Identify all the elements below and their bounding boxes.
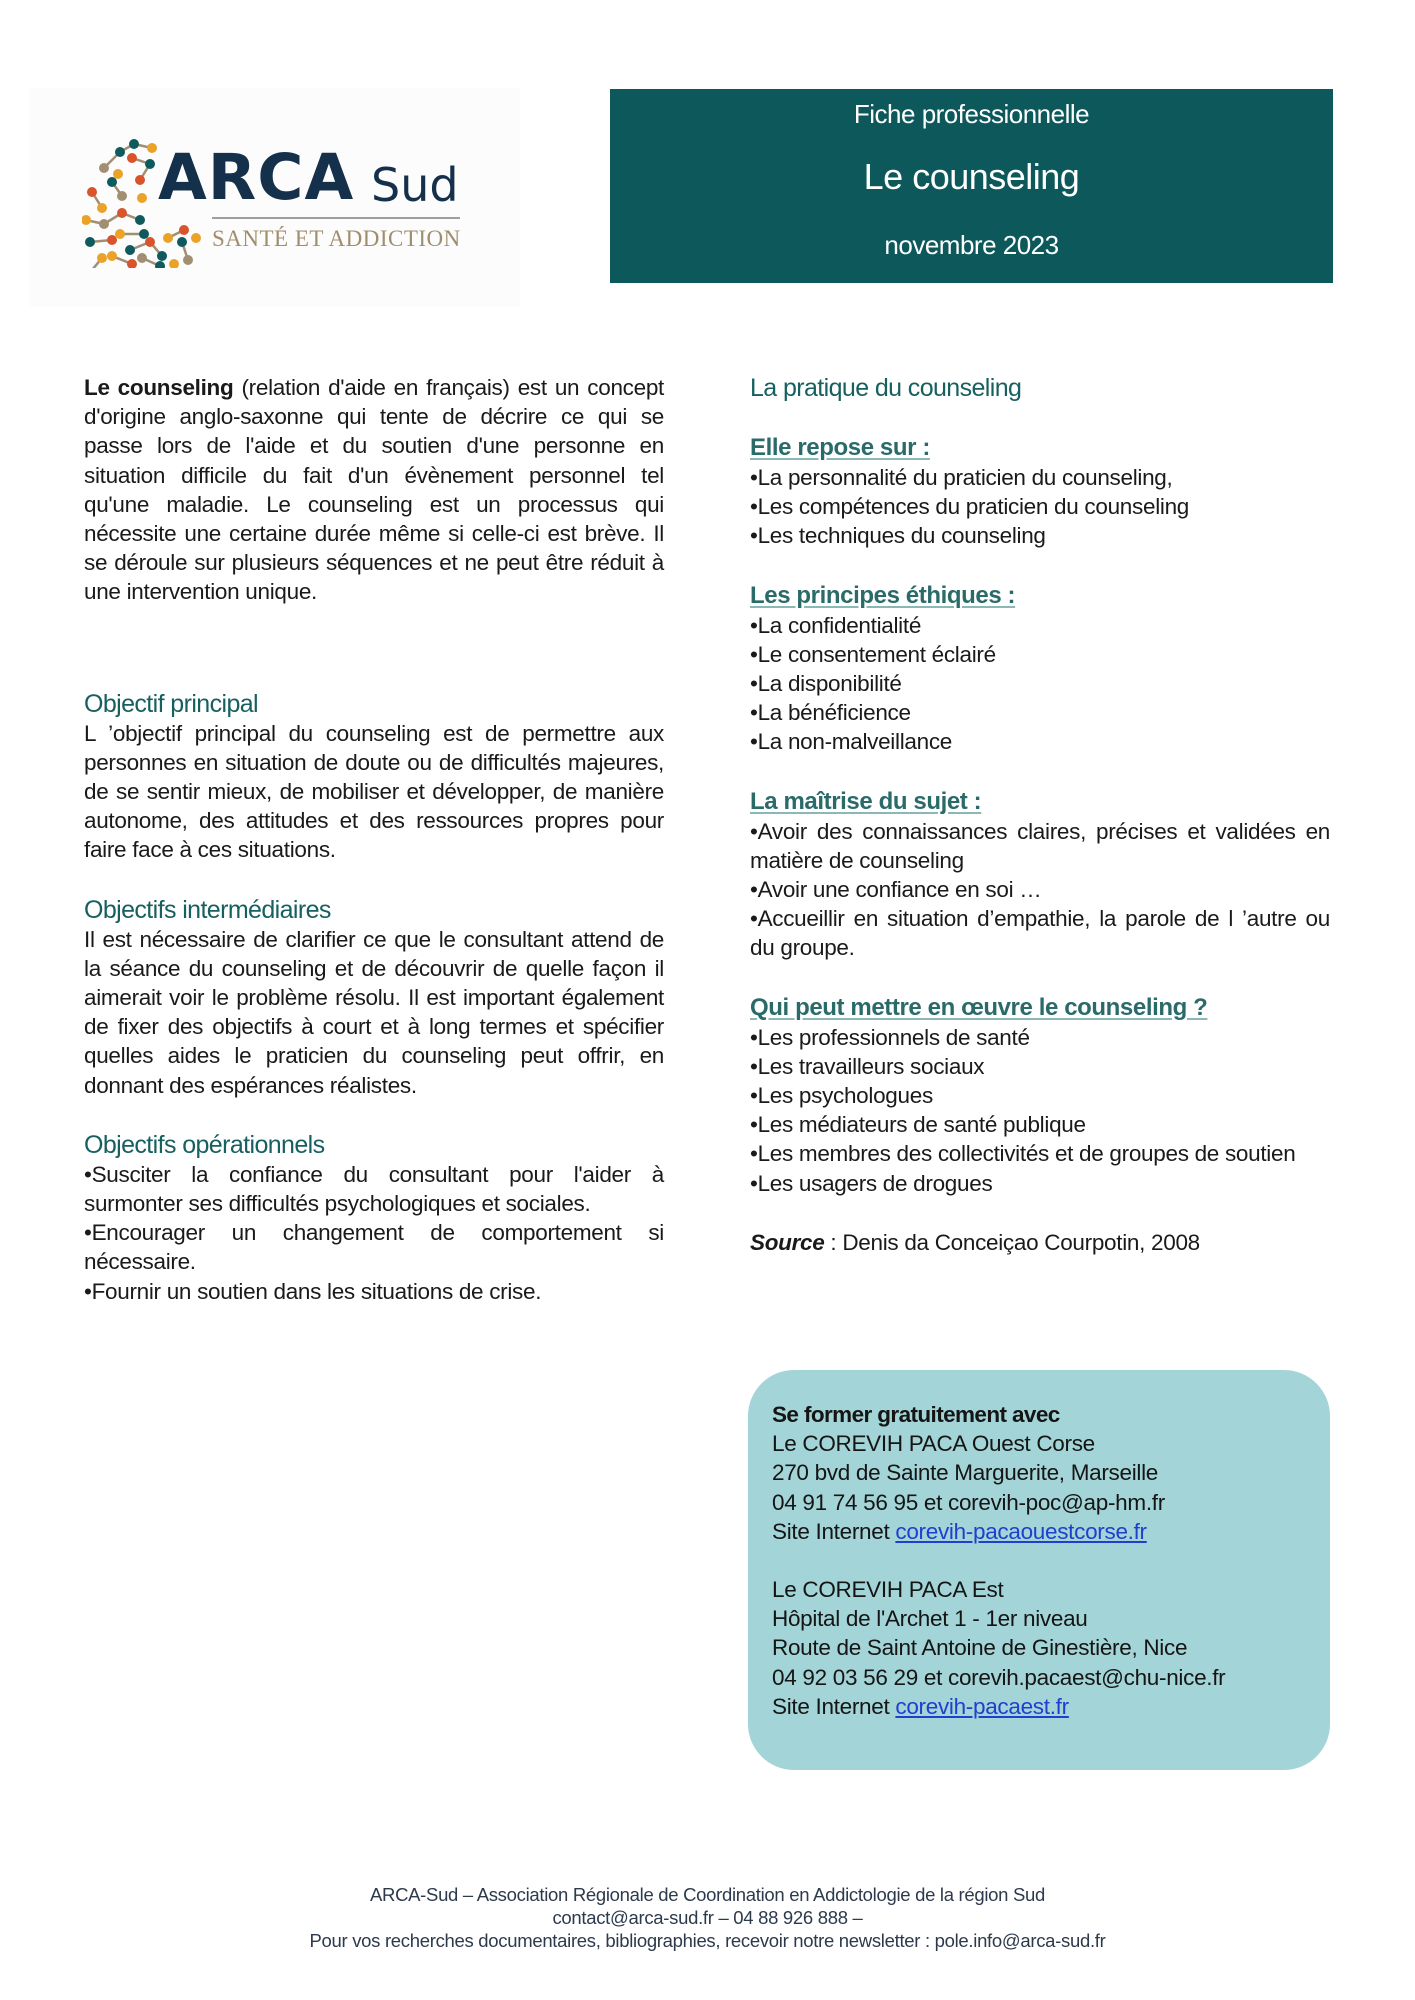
principes-ethiques-list	[750, 611, 1330, 757]
org-contact: 04 91 74 56 95 et corevih-poc@ap-hm.fr	[772, 1489, 1165, 1515]
list-item: • Les médiateurs de santé publique	[750, 1110, 1330, 1139]
training-info-box	[748, 1370, 1330, 1770]
website-link-pacaouestcorse[interactable]: corevih-pacaouestcorse.fr	[895, 1518, 1147, 1544]
objectif-principal-text: L ’objectif principal du counseling est de permettre aux personnes en situation de doute ou de difficultés majeures, de se sentir mieux, de mobiliser et développer, de manière autonome, des attitudes et des ressources propres pour faire face à ces situations.	[84, 720, 664, 863]
website-link-pacaest[interactable]: corevih-pacaest.fr	[895, 1693, 1069, 1719]
logo	[30, 88, 520, 306]
maitrise-du-sujet-list	[750, 817, 1330, 963]
site-label: Site Internet	[772, 1693, 896, 1719]
training-box-title: Se former gratuitement avec	[772, 1402, 1060, 1427]
footer-contact: contact@arca-sud.fr – 04 88 926 888 –	[552, 1907, 863, 1928]
logo-name-suffix: Sud	[371, 158, 459, 212]
heading-objectifs-intermediaires: Objectifs intermédiaires	[84, 895, 331, 924]
list-item: • Les travailleurs sociaux	[750, 1052, 1330, 1081]
list-item: • Fournir un soutien dans les situations de crise.	[84, 1277, 664, 1306]
site-label: Site Internet	[772, 1518, 896, 1544]
list-item: • La personnalité du praticien du counseling,	[750, 463, 1330, 492]
subheading-principes-ethiques: Les principes éthiques :	[750, 581, 1016, 609]
org-address: Route de Saint Antoine de Ginestière, Nice	[772, 1635, 1188, 1661]
intro-term: Le counseling	[84, 375, 234, 400]
list-item: • La confidentialité	[750, 611, 1330, 640]
subheading-qui-peut: Qui peut mettre en œuvre le counseling ?	[750, 993, 1208, 1021]
list-item: • Le consentement éclairé	[750, 640, 1330, 669]
heading-pratique: La pratique du counseling	[750, 374, 1022, 402]
source-citation	[750, 1228, 1330, 1257]
list-item: • Les usagers de drogues	[750, 1169, 1330, 1198]
list-item: • La bénéficience	[750, 698, 1330, 727]
publication-date: novembre 2023	[884, 230, 1059, 260]
right-column	[750, 373, 1330, 1257]
org-name: Le COREVIH PACA Ouest Corse	[772, 1431, 1095, 1457]
list-item: • Les techniques du counseling	[750, 521, 1330, 550]
title-banner	[610, 89, 1333, 283]
list-item: • Les professionnels de santé	[750, 1023, 1330, 1052]
org-address: 270 bvd de Sainte Marguerite, Marseille	[772, 1460, 1159, 1486]
footer-association: ARCA-Sud – Association Régionale de Coordination en Addictologie de la région Sud	[369, 1884, 1046, 1905]
intro-text: (relation d'aide en français) est un concept d'origine anglo-saxonne qui tente de décrire ce qui se passe lors de l'aide et du soutien d'une personne en situation difficile du fait d'un évènement personnel tel qu'une maladie. Le counseling est un processus qui nécessite une certaine durée même si celle-ci est brève. Il se déroule sur plusieurs séquences et ne peut être réduit à une intervention unique.	[84, 375, 665, 605]
page-title: Le counseling	[863, 156, 1080, 197]
footer-newsletter: Pour vos recherches documentaires, bibliographies, recevoir notre newsletter : pole.info@arca-sud.fr	[309, 1930, 1106, 1951]
logo-name: ARCA	[158, 141, 355, 214]
subheading-elle-repose-sur: Elle repose sur :	[750, 434, 930, 461]
intro-paragraph	[84, 373, 664, 607]
source-text: : Denis da Conceiçao Courpotin, 2008	[824, 1229, 1200, 1255]
objectifs-intermediaires-text: Il est nécessaire de clarifier ce que le consultant attend de la séance du counseling et de découvrir de quelle façon il aimerait voir le problème résolu. Il est important également de fixer des objectifs à court et à long termes et spécifier quelles aides le praticien du counseling peut offrir, en donnant des espérances réalistes.	[84, 926, 664, 1098]
source-label: Source	[750, 1229, 825, 1255]
list-item: • Susciter la confiance du consultant pour l'aider à surmonter ses difficultés psychologiques et sociales.	[84, 1160, 664, 1218]
logo-tagline: SANTÉ ET ADDICTION	[212, 226, 461, 251]
list-item: • La non-malveillance	[750, 727, 1330, 756]
list-item: • Les membres des collectivités et de groupes de soutien	[750, 1139, 1330, 1168]
org-address: Hôpital de l'Archet 1 - 1er niveau	[772, 1606, 1088, 1632]
list-item: • Les compétences du praticien du counseling	[750, 492, 1330, 521]
document-type: Fiche professionnelle	[853, 99, 1090, 129]
repose-sur-list	[750, 463, 1330, 551]
list-item: • Accueillir en situation d’empathie, la parole de l ’autre ou du groupe.	[750, 904, 1330, 962]
subheading-maitrise-du-sujet: La maîtrise du sujet :	[750, 787, 982, 815]
left-column	[84, 373, 664, 1306]
objectifs-operationnels-list	[84, 1160, 664, 1306]
org-site-line	[772, 1692, 1310, 1721]
footer	[0, 1883, 1415, 1952]
qui-peut-list	[750, 1023, 1330, 1198]
list-item: • Avoir une confiance en soi …	[750, 875, 1330, 904]
list-item: • Encourager un changement de comportement si nécessaire.	[84, 1218, 664, 1276]
org-contact: 04 92 03 56 29 et corevih.pacaest@chu-nice.fr	[772, 1664, 1226, 1690]
org-name: Le COREVIH PACA Est	[772, 1577, 1004, 1603]
logo-divider	[212, 217, 460, 219]
org-site-line	[772, 1517, 1310, 1546]
list-item: • Les psychologues	[750, 1081, 1330, 1110]
list-item: • Avoir des connaissances claires, précises et validées en matière de counseling	[750, 817, 1330, 875]
heading-objectifs-operationnels: Objectifs opérationnels	[84, 1130, 325, 1159]
heading-objectif-principal: Objectif principal	[84, 689, 259, 718]
list-item: • La disponibilité	[750, 669, 1330, 698]
